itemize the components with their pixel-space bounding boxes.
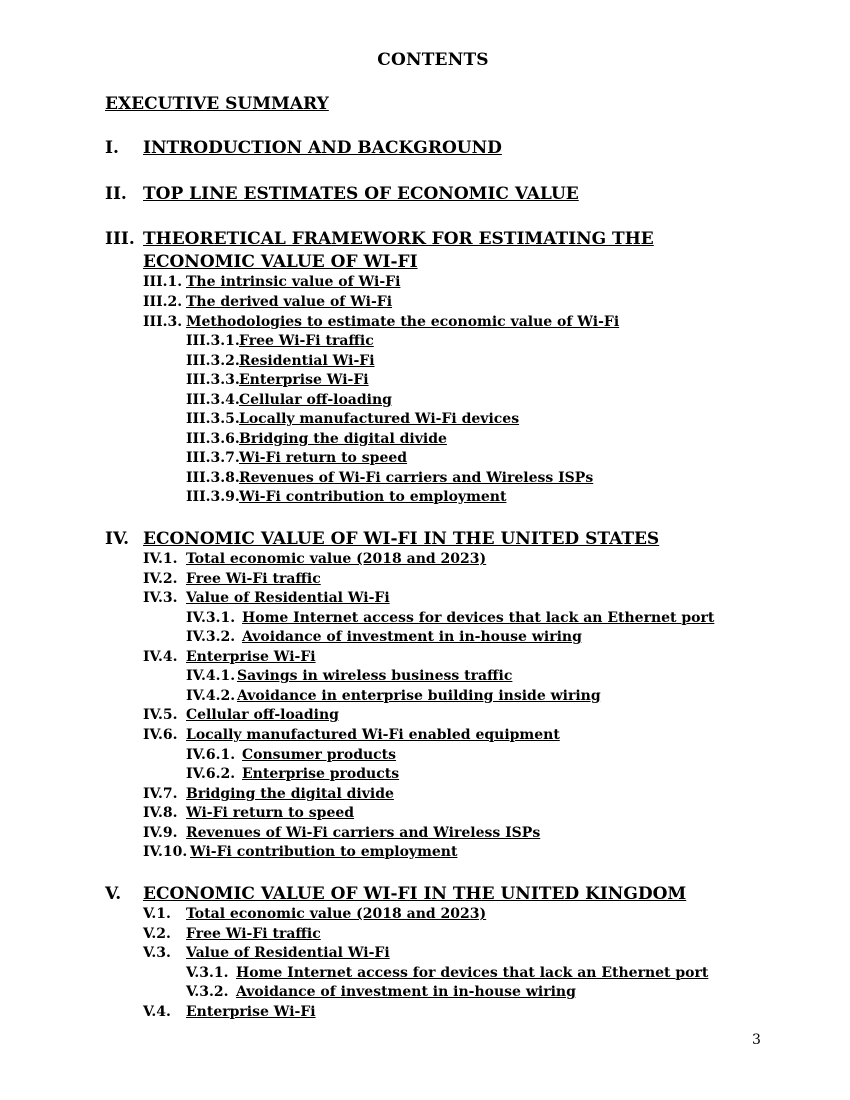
- toc-item-V-2[interactable]: [143, 925, 321, 944]
- toc-item-IV-6[interactable]: [143, 726, 560, 745]
- toc-executive-summary[interactable]: EXECUTIVE SUMMARY: [105, 94, 329, 114]
- toc-item-title[interactable]: Wi-Fi contribution to employment: [190, 844, 458, 860]
- toc-item-title[interactable]: Wi-Fi contribution to employment: [239, 489, 507, 505]
- toc-item-number: V.3.2.: [186, 984, 229, 1000]
- toc-item-number: IV.9.: [143, 825, 178, 841]
- toc-item-number: III.3.2.: [186, 353, 240, 369]
- toc-item-title[interactable]: Enterprise products: [242, 766, 400, 782]
- toc-item-title[interactable]: Wi-Fi return to speed: [186, 805, 355, 821]
- toc-item-number: IV.3.2.: [186, 629, 236, 645]
- toc-item-number: IV.5.: [143, 707, 178, 723]
- toc-item-V-1[interactable]: [143, 905, 486, 924]
- toc-item-IV-1[interactable]: [143, 550, 486, 569]
- toc-item-IV-10[interactable]: [143, 843, 457, 862]
- toc-item-title[interactable]: Residential Wi-Fi: [239, 353, 375, 369]
- toc-item-title[interactable]: Revenues of Wi-Fi carriers and Wireless ISPs: [239, 470, 594, 486]
- toc-item-number: IV.4.: [143, 649, 178, 665]
- toc-item-V-4[interactable]: [143, 1003, 316, 1022]
- toc-item-title[interactable]: Free Wi-Fi traffic: [186, 571, 321, 587]
- toc-item-number: III.3.3.: [186, 372, 240, 388]
- toc-item-number: IV.6.: [143, 727, 178, 743]
- toc-item-number: V.4.: [143, 1004, 171, 1020]
- toc-item-III-3-4[interactable]: [186, 391, 392, 410]
- toc-item-number: III.3.4.: [186, 392, 240, 408]
- toc-item-IV-6-2[interactable]: [186, 765, 399, 784]
- toc-item-title[interactable]: The derived value of Wi-Fi: [186, 294, 393, 310]
- toc-item-number: IV.4.1.: [186, 668, 236, 684]
- toc-item-number: V.3.: [143, 945, 171, 961]
- toc-section-number: IV.: [105, 529, 130, 549]
- contents-title: CONTENTS: [377, 50, 489, 70]
- toc-item-title[interactable]: Free Wi-Fi traffic: [239, 333, 374, 349]
- toc-item-III-3-8[interactable]: [186, 469, 593, 488]
- toc-item-title[interactable]: Savings in wireless business traffic: [237, 668, 513, 684]
- toc-item-title[interactable]: Cellular off-loading: [186, 707, 339, 723]
- toc-item-number: III.3.6.: [186, 431, 240, 447]
- toc-item-IV-6-1[interactable]: [186, 746, 396, 765]
- toc-item-title[interactable]: Free Wi-Fi traffic: [186, 926, 321, 942]
- toc-item-title[interactable]: Locally manufactured Wi-Fi devices: [239, 411, 520, 427]
- toc-section-number: I.: [105, 138, 119, 158]
- toc-item-title[interactable]: Value of Residential Wi-Fi: [186, 945, 390, 961]
- toc-item-IV-3[interactable]: [143, 589, 390, 608]
- toc-item-number: IV.2.: [143, 571, 178, 587]
- toc-item-V-3[interactable]: [143, 944, 390, 963]
- toc-item-III-3-7[interactable]: [186, 449, 407, 468]
- toc-item-title[interactable]: Home Internet access for devices that lack an Ethernet port: [242, 610, 715, 626]
- toc-item-number: III.3.9.: [186, 489, 240, 505]
- toc-section-number: II.: [105, 184, 127, 204]
- toc-item-number: III.3.8.: [186, 470, 240, 486]
- toc-section-number: V.: [105, 884, 122, 904]
- toc-item-number: V.1.: [143, 906, 171, 922]
- toc-section-number: III.: [105, 229, 135, 249]
- toc-item-number: IV.10.: [143, 844, 188, 860]
- toc-item-IV-8[interactable]: [143, 804, 354, 823]
- toc-item-number: IV.1.: [143, 551, 178, 567]
- toc-item-IV-4-2[interactable]: [186, 687, 601, 706]
- toc-item-IV-4-1[interactable]: [186, 667, 512, 686]
- toc-section-title[interactable]: ECONOMIC VALUE OF WI-FI IN THE UNITED KINGDOM: [143, 884, 687, 904]
- toc-item-number: IV.8.: [143, 805, 178, 821]
- toc-item-III-3-2[interactable]: [186, 352, 375, 371]
- toc-item-title[interactable]: Consumer products: [242, 747, 397, 763]
- toc-item-IV-5[interactable]: [143, 706, 339, 725]
- toc-item-IV-9[interactable]: [143, 824, 540, 843]
- toc-item-number: IV.6.1.: [186, 747, 236, 763]
- toc-item-title[interactable]: Bridging the digital divide: [186, 786, 394, 802]
- toc-item-III-3-9[interactable]: [186, 488, 506, 507]
- toc-item-title[interactable]: Avoidance of investment in in-house wiring: [242, 629, 582, 645]
- toc-item-number: IV.4.2.: [186, 688, 236, 704]
- toc-section-title[interactable]: THEORETICAL FRAMEWORK FOR ESTIMATING THE ECONOMIC VALUE OF WI-FI: [143, 229, 654, 272]
- toc-section-title[interactable]: ECONOMIC VALUE OF WI-FI IN THE UNITED STATES: [143, 529, 660, 549]
- toc-item-title[interactable]: Cellular off-loading: [239, 392, 392, 408]
- toc-item-title[interactable]: Home Internet access for devices that lack an Ethernet port: [236, 965, 709, 981]
- toc-item-V-3-1[interactable]: [186, 964, 708, 983]
- toc-item-IV-7[interactable]: [143, 785, 394, 804]
- toc-item-number: III.3.: [143, 314, 183, 330]
- toc-item-number: III.3.1.: [186, 333, 240, 349]
- toc-item-III-3-5[interactable]: [186, 410, 519, 429]
- toc-item-III-2[interactable]: [143, 293, 392, 312]
- toc-item-title[interactable]: Value of Residential Wi-Fi: [186, 590, 390, 606]
- toc-item-title[interactable]: Enterprise Wi-Fi: [186, 649, 316, 665]
- page-number: 3: [752, 1032, 761, 1048]
- toc-item-IV-4[interactable]: [143, 648, 316, 667]
- toc-item-number: IV.7.: [143, 786, 178, 802]
- toc-item-number: IV.3.1.: [186, 610, 236, 626]
- toc-item-title[interactable]: Bridging the digital divide: [239, 431, 447, 447]
- toc-section-title[interactable]: INTRODUCTION AND BACKGROUND: [143, 138, 502, 158]
- toc-item-number: III.3.7.: [186, 450, 240, 466]
- toc-item-III-3-1[interactable]: [186, 332, 374, 351]
- toc-item-number: III.2.: [143, 294, 183, 310]
- toc-item-title[interactable]: The intrinsic value of Wi-Fi: [186, 274, 401, 290]
- toc-item-title[interactable]: Avoidance of investment in in-house wiring: [236, 984, 576, 1000]
- toc-item-III-1[interactable]: [143, 273, 400, 292]
- toc-item-IV-3-1[interactable]: [186, 609, 714, 628]
- toc-item-title[interactable]: Avoidance in enterprise building inside wiring: [237, 688, 601, 704]
- toc-section-title[interactable]: TOP LINE ESTIMATES OF ECONOMIC VALUE: [143, 184, 579, 204]
- toc-item-title[interactable]: Methodologies to estimate the economic value of Wi-Fi: [186, 314, 620, 330]
- toc-item-number: V.2.: [143, 926, 171, 942]
- toc-item-number: IV.6.2.: [186, 766, 236, 782]
- toc-item-title[interactable]: Locally manufactured Wi-Fi enabled equipment: [186, 727, 560, 743]
- toc-item-number: V.3.1.: [186, 965, 229, 981]
- toc-item-III-3-3[interactable]: [186, 371, 369, 390]
- toc-item-III-3-6[interactable]: [186, 430, 447, 449]
- toc-item-V-3-2[interactable]: [186, 983, 576, 1002]
- toc-item-III-3[interactable]: [143, 313, 619, 332]
- toc-item-title[interactable]: Total economic value (2018 and 2023): [186, 551, 487, 567]
- toc-item-number: IV.3.: [143, 590, 178, 606]
- toc-item-IV-2[interactable]: [143, 570, 321, 589]
- toc-item-number: III.3.5.: [186, 411, 240, 427]
- toc-item-title[interactable]: Enterprise Wi-Fi: [239, 372, 369, 388]
- toc-item-title[interactable]: Enterprise Wi-Fi: [186, 1004, 316, 1020]
- toc-item-title[interactable]: Total economic value (2018 and 2023): [186, 906, 487, 922]
- toc-item-IV-3-2[interactable]: [186, 628, 582, 647]
- toc-item-number: III.1.: [143, 274, 183, 290]
- toc-item-title[interactable]: Wi-Fi return to speed: [239, 450, 408, 466]
- toc-item-title[interactable]: Revenues of Wi-Fi carriers and Wireless ISPs: [186, 825, 541, 841]
